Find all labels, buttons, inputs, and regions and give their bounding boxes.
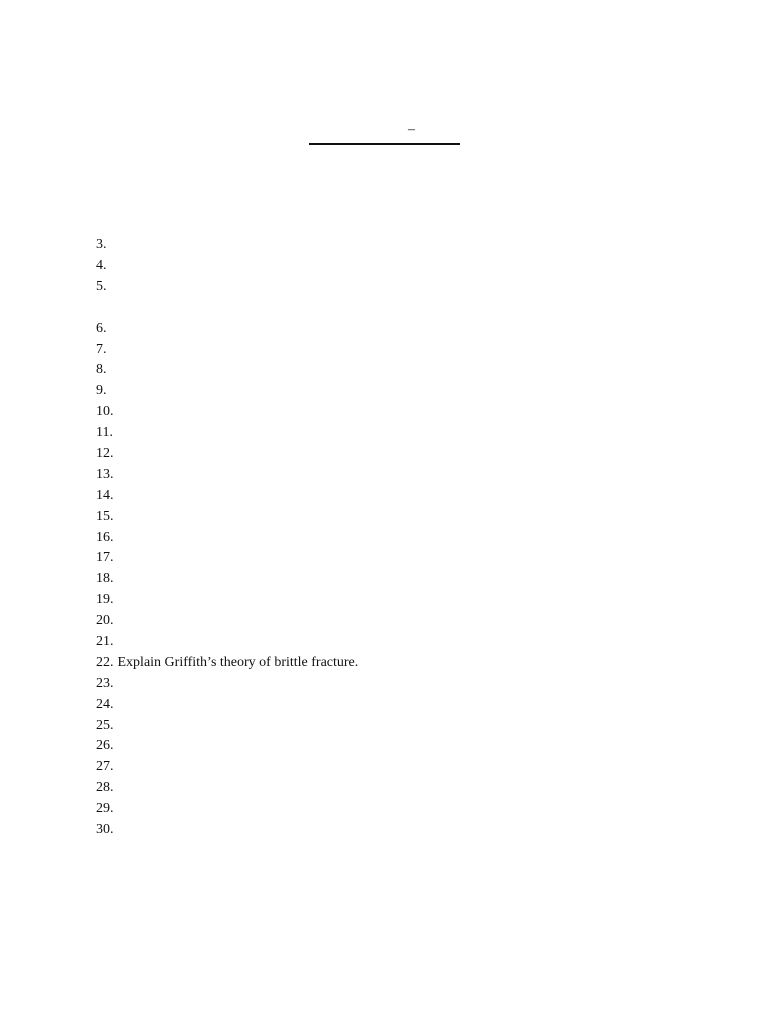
question-number: 28. [96, 780, 114, 796]
question-item [96, 528, 696, 549]
question-number: 6. [96, 320, 107, 336]
question-item [96, 423, 696, 444]
heading-mark: – [408, 122, 415, 137]
question-number: 22. [96, 654, 114, 670]
question-number: 10. [96, 404, 114, 420]
question-number: 17. [96, 550, 114, 566]
question-number: 24. [96, 696, 114, 712]
question-item [96, 277, 696, 298]
question-number: 18. [96, 571, 114, 587]
question-number: 12. [96, 446, 114, 462]
question-item [96, 736, 696, 757]
question-number: 9. [96, 383, 107, 399]
question-number: 13. [96, 466, 114, 482]
question-number: 20. [96, 613, 114, 629]
question-item [96, 569, 696, 590]
question-number: 23. [96, 675, 114, 691]
question-number: 4. [96, 257, 107, 273]
question-list [96, 235, 696, 841]
question-text: Explain Griffith’s theory of brittle fracture. [117, 654, 359, 670]
page-heading [309, 122, 460, 145]
question-item [96, 757, 696, 778]
question-number: 16. [96, 529, 114, 545]
question-item [96, 716, 696, 737]
question-item [96, 381, 696, 402]
question-item [96, 402, 696, 423]
question-item [96, 256, 696, 277]
question-number: 25. [96, 717, 114, 733]
question-item [96, 340, 696, 361]
question-item [96, 695, 696, 716]
question-item [96, 548, 696, 569]
question-item [96, 319, 696, 340]
question-item [96, 653, 696, 674]
question-number: 3. [96, 237, 107, 252]
question-number: 19. [96, 592, 114, 608]
question-number: 15. [96, 508, 114, 524]
question-item [96, 235, 696, 256]
question-item [96, 820, 696, 841]
question-item [96, 444, 696, 465]
question-number: 7. [96, 341, 107, 357]
question-item [96, 611, 696, 632]
question-number: 5. [96, 278, 107, 294]
question-item [96, 799, 696, 820]
question-number: 27. [96, 759, 114, 775]
question-number: 11. [96, 425, 113, 441]
question-item [96, 674, 696, 695]
question-number: 26. [96, 738, 114, 754]
heading-underline [309, 143, 460, 145]
question-number: 8. [96, 362, 107, 378]
question-item [96, 360, 696, 381]
question-item [96, 632, 696, 653]
question-number: 14. [96, 487, 114, 503]
question-item [96, 465, 696, 486]
question-item [96, 778, 696, 799]
question-number: 29. [96, 801, 114, 817]
question-item [96, 486, 696, 507]
question-item [96, 507, 696, 528]
question-item [96, 590, 696, 611]
question-number: 30. [96, 822, 114, 838]
question-number: 21. [96, 634, 114, 650]
